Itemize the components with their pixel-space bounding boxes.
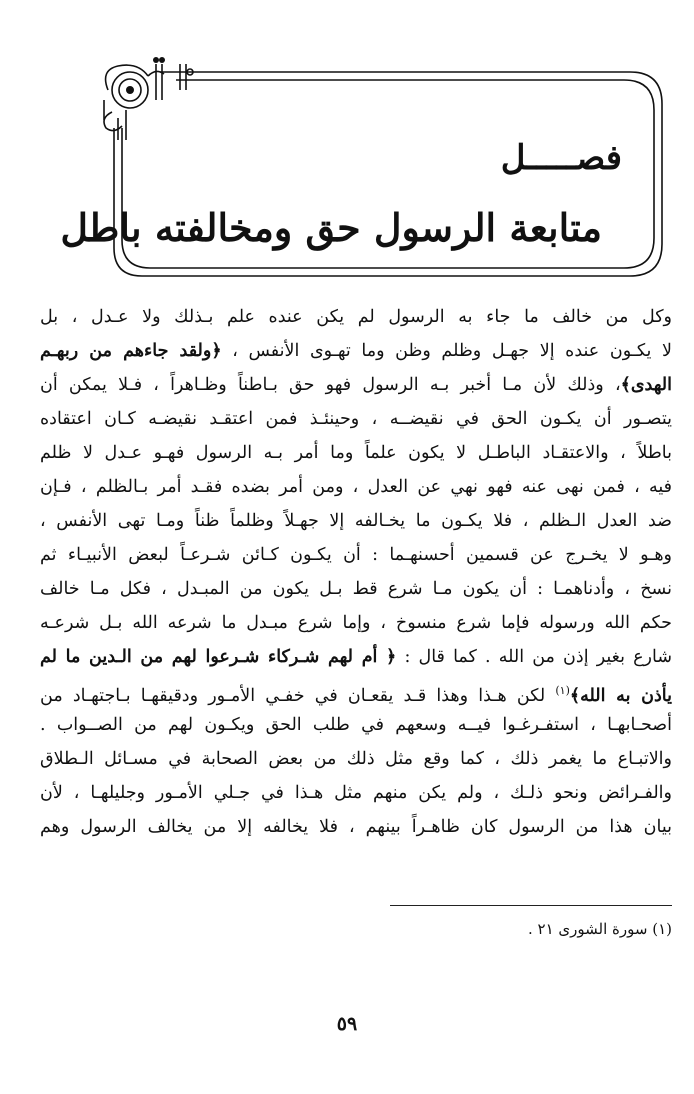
text-line (40, 368, 672, 402)
text-line (40, 810, 672, 844)
text-span: شارع بغير إذن من الله . كما قال : (396, 647, 672, 667)
footnote-marker: (١) (555, 684, 570, 697)
text-span: ضد العدل الـظلم ، فلا يكـون ما يخـالفه إلا جهـلاً وظلماً ظناً ومـا تهى الأنفس ، (40, 511, 672, 531)
text-span: وهـو لا يخـرج عن قسمين أحسنهـما : أن يكـون كـائن شـرعـاً لبعض الأنبيـاء ثم (40, 545, 672, 565)
footnote: (١) سورة الشورى ٢١ . (527, 920, 672, 938)
text-line (40, 776, 672, 810)
quran-quote: ﴿ولقد جاءهم من ربهـم (40, 341, 222, 361)
text-line (40, 538, 672, 572)
text-span: لكن هـذا وهذا قـد يقعـان في خفـي الأمـور ودقيقهـا بـاجتهـاد من (40, 685, 556, 706)
text-line (40, 436, 672, 470)
text-span: باطلاً ، والاعتقـاد الباطـل لا يكون علماً وما أمر بـه الرسول فهـو عـدل لا ظلم (40, 443, 672, 463)
text-line (40, 572, 672, 606)
text-span: وكل من خالف ما جاء به الرسول لم يكن عنده علم بـذلك ولا عـدل ، بل (40, 307, 672, 327)
text-span: فيه ، فمن نهى عنه فهو نهي عن العدل ، ومن أمر بضده فقـد أمر بـالظلم ، فـإن (40, 477, 672, 497)
text-span: والاتبـاع ما يغمر ذلك ، كما وقع مثل ذلك من بعض الصحابة في مسـائل الـطلاق (40, 749, 672, 769)
chapter-title: متابعة الرسول حق ومخالفته باطل (60, 205, 602, 250)
quran-quote: يأذن به الله﴾ (569, 685, 672, 706)
body-text (40, 300, 672, 844)
text-span: بيان هذا من الرسول كان ظاهـراً بينهم ، فلا يخالفه إلا من يخالف الرسول وهم (40, 817, 672, 837)
text-span: نسخ ، وأدناهمـا : أن يكون مـا شرع قط بـل يكون من المبـدل ، فكل مـا خالف (40, 579, 672, 599)
text-span: لا يكـون عنده إلا جهـل وظلم وظن وما تهـوى الأنفس ، (221, 341, 672, 361)
text-span: ، وذلك لأن مـا أخبر بـه الرسول فهو حق بـاطناً وظـاهراً ، فـلا يمكن أن (40, 375, 621, 395)
text-line (40, 742, 672, 776)
text-line (40, 674, 672, 708)
text-line (40, 300, 672, 334)
text-line (40, 640, 672, 674)
text-line (40, 708, 672, 742)
text-span: حكم الله ورسوله فإما شرع منسوخ ، وإما شرع مبـدل ما شرعه الله بـل شرعـه (40, 613, 672, 633)
section-heading: فصـــــل (500, 138, 622, 178)
text-line (40, 470, 672, 504)
footnote-separator (390, 905, 672, 906)
text-line (40, 504, 672, 538)
text-line (40, 402, 672, 436)
quran-quote: الهدى﴾ (620, 375, 672, 395)
text-line (40, 334, 672, 368)
text-span: يتصـور أن يكـون الحق في نقيضــه ، وحينئـذ فمن اعتقـد نقيضـه كـان اعتقاده (40, 409, 672, 429)
text-line (40, 606, 672, 640)
page-number: ٥٩ (336, 1013, 358, 1035)
quran-quote: ﴿ أم لهم شـركاء شـرعوا لهم من الـدين ما لم (40, 647, 397, 667)
text-span: أصحـابهـا ، استفـرغـوا فيــه وسعهم في طلب الحق ويكـون لهم من الصــواب . (40, 715, 672, 735)
text-span: والفـرائض ونحو ذلـك ، ولم يكن منهم مثل هـذا في جـلي الأمـور وجليلهـا ، لأن (40, 783, 672, 803)
